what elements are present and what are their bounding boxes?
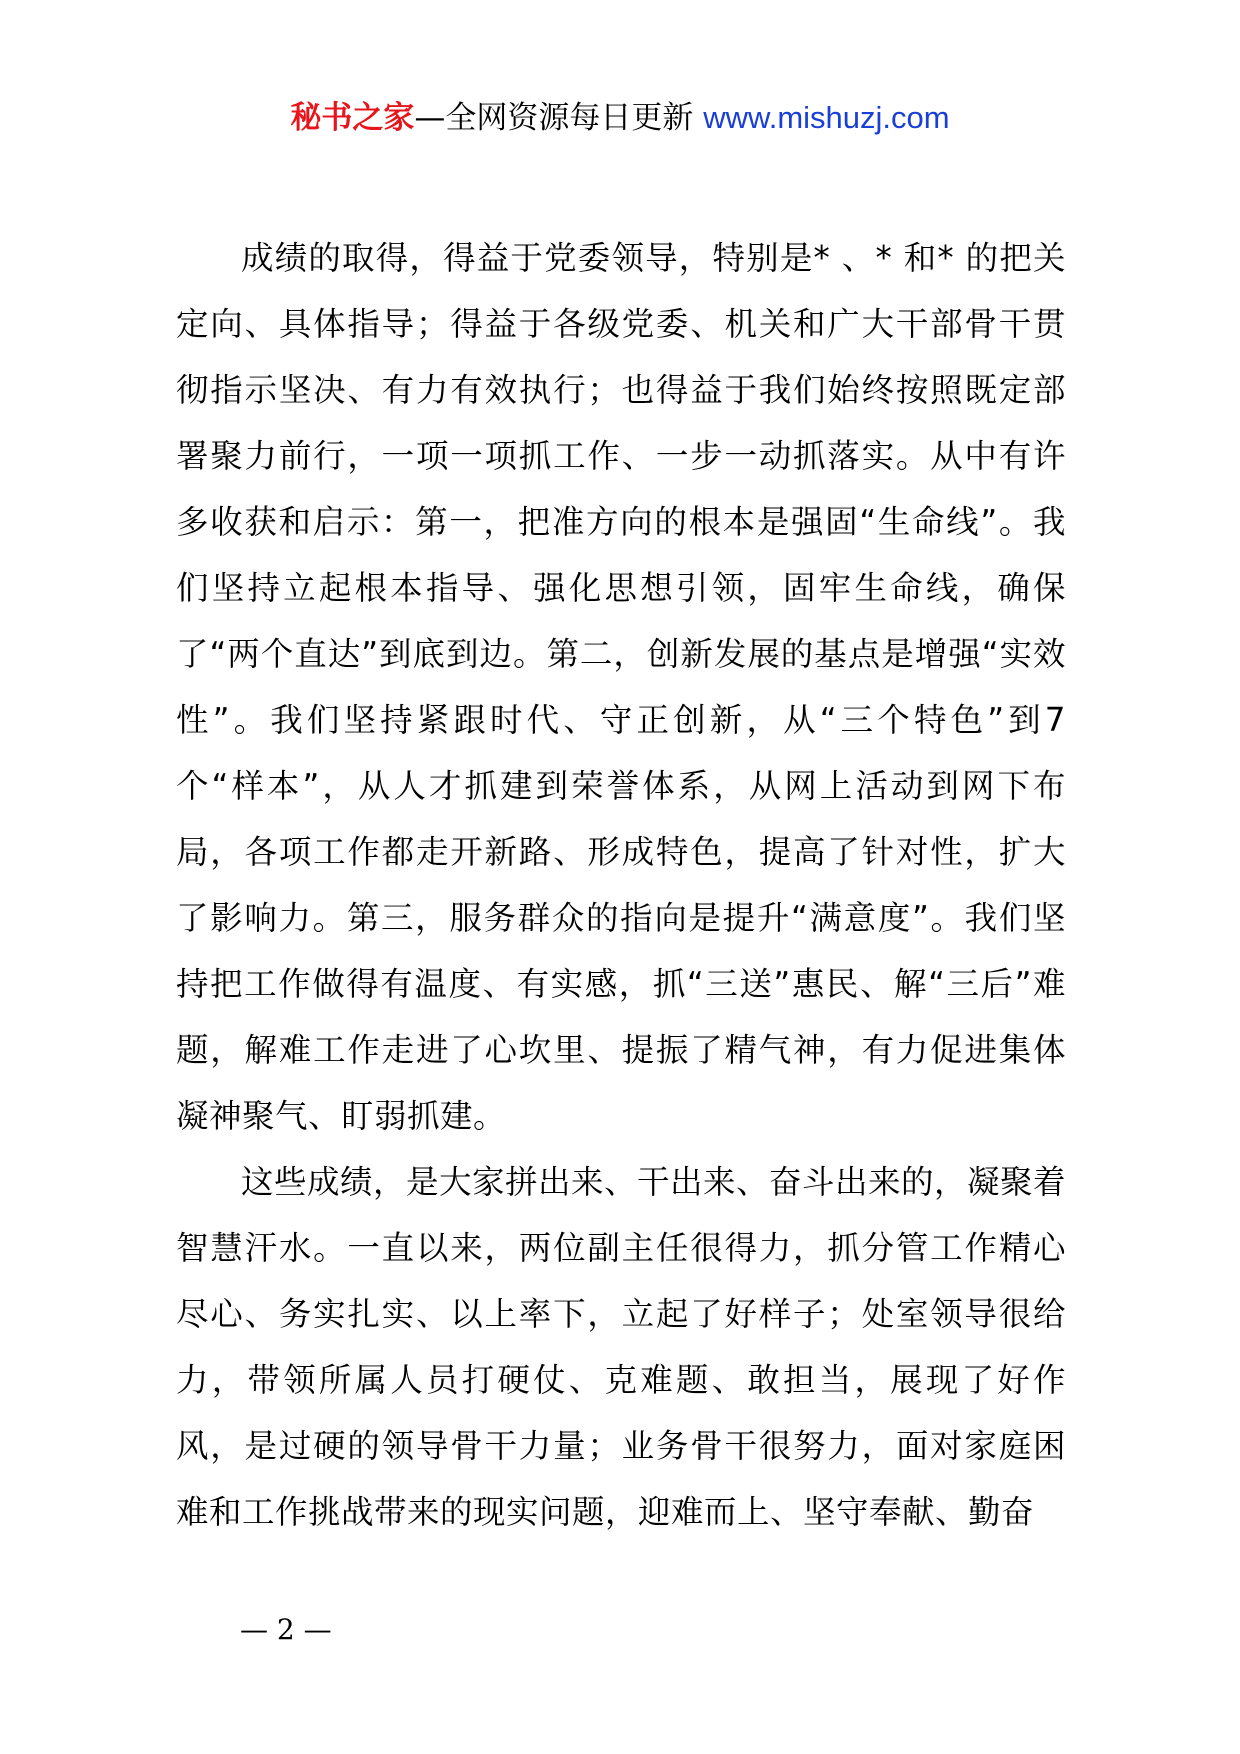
header-tagline: —全网资源每日更新 bbox=[414, 100, 704, 136]
paragraph-achievements: 成绩的取得，得益于党委领导，特别是* 、* 和* 的把关定向、具体指导；得益于各级党委、机关和广大干部骨干贯彻指示坚决、有力有效执行；也得益于我们始终按照既定部署聚力前行，一项一项抓工作、一步一动抓落实。从中有许多收获和启示：第一，把准方向的根本是强固“生命线”。我们坚持立起根本指导、强化思想引领，固牢生命线，确保了“两个直达”到底到边。第二，创新发展的基点是增强“实效性”。我们坚持紧跟时代、守正创新，从“三个特色”到7 个“样本”，从人才抓建到荣誉体系，从网上活动到网下布局，各项工作都走开新路、形成特色，提高了针对性，扩大了影响力。第三，服务群众的指向是提升“满意度”。我们坚持把工作做得有温度、有实感，抓“三送”惠民、解“三后”难题，解难工作走进了心坎里、提振了精气神，有力促进集体凝神聚气、盯弱抓建。 bbox=[176, 239, 1066, 1135]
page-number: — 2 — bbox=[240, 1613, 332, 1646]
document-body bbox=[176, 225, 1066, 1545]
paragraph-acknowledgements: 这些成绩，是大家拼出来、干出来、奋斗出来的，凝聚着智慧汗水。一直以来，两位副主任很得力，抓分管工作精心尽心、务实扎实、以上率下，立起了好样子；处室领导很给力，带领所属人员打硬仗、克难题、敢担当，展现了好作风，是过硬的领导骨干力量；业务骨干很努力，面对家庭困难和工作挑战带来的现实问题，迎难而上、坚守奉献、勤奋 bbox=[176, 1163, 1067, 1531]
site-header bbox=[0, 98, 1240, 138]
site-url-link[interactable]: www.mishuzj.com bbox=[703, 100, 950, 135]
brand-name: 秘书之家 bbox=[290, 100, 415, 136]
